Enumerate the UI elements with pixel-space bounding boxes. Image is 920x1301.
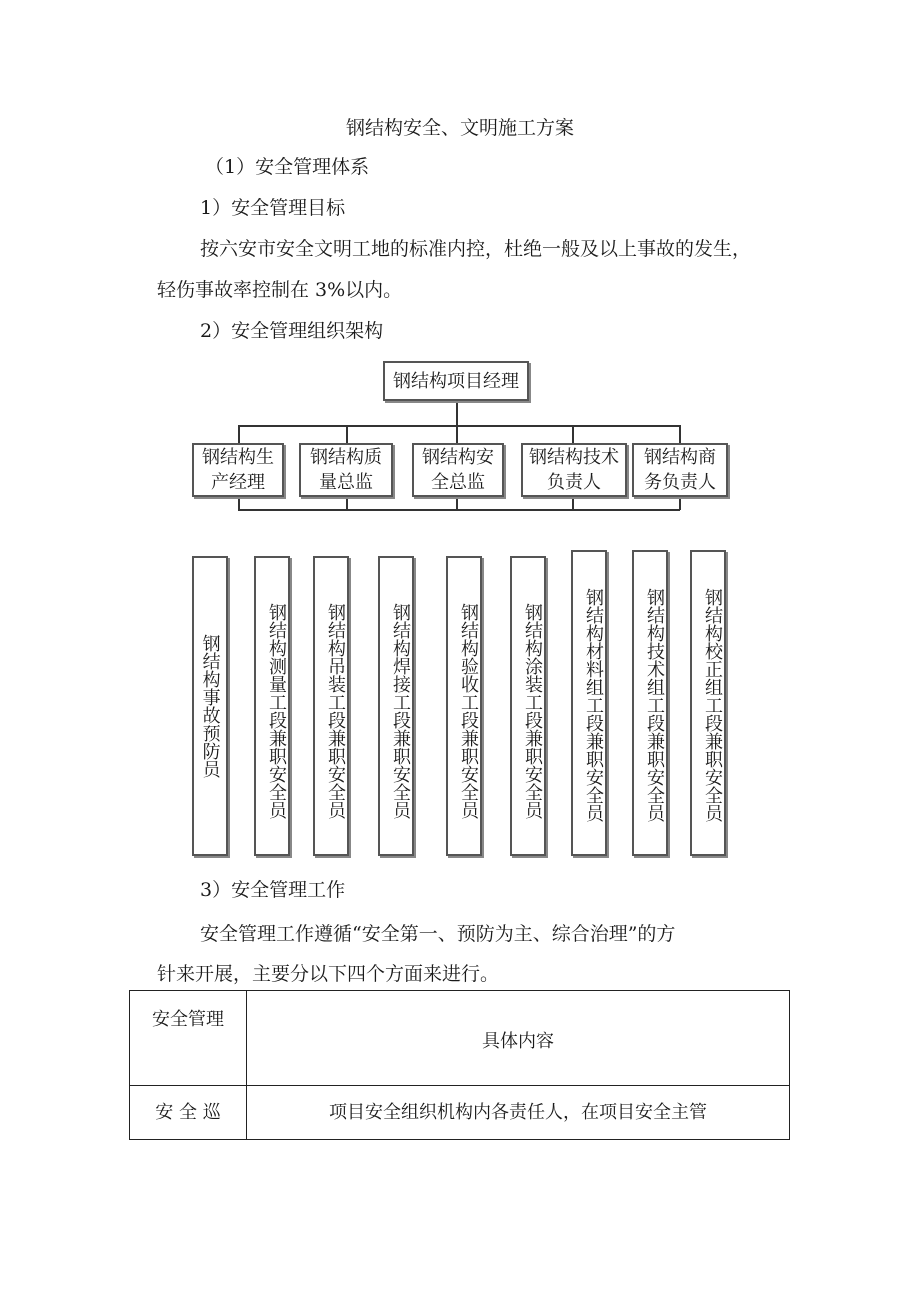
- table-cell: 项目安全组织机构内各责任人，在项目安全主管: [247, 1086, 790, 1140]
- org-node-commercial-lead: [632, 443, 728, 497]
- subheading-org-structure: 2）安全管理组织架构: [200, 320, 384, 342]
- org-node-acceptance-safety: 钢结构验收工段兼职安全员: [446, 556, 482, 856]
- connector-level2-horizontal: [238, 425, 680, 427]
- document-title: 钢结构安全、文明施工方案: [345, 117, 574, 139]
- org-node-label: 量总监: [319, 472, 373, 493]
- connector-rise-4: [572, 496, 574, 510]
- section-heading-safety-system: （1）安全管理体系: [205, 156, 370, 178]
- paragraph-goal-line-1: 按六安市安全文明工地的标准内控，杜绝一般及以上事故的发生，: [200, 238, 752, 260]
- org-node-coating-safety: 钢结构涂装工段兼职安全员: [510, 556, 546, 856]
- connector-rise-5: [679, 496, 681, 510]
- table-row: [130, 1086, 790, 1140]
- connector-drop-1: [238, 425, 240, 445]
- connector-drop-5: [679, 425, 681, 445]
- org-node-label: 全总监: [431, 472, 485, 493]
- table-header-row: [130, 991, 790, 1086]
- org-node-label: 产经理: [211, 472, 265, 493]
- org-node-production-manager: [192, 443, 284, 497]
- subheading-safety-goal: 1）安全管理目标: [200, 197, 346, 219]
- connector-bottom-horizontal: [238, 509, 680, 511]
- table-header-cell: 具体内容: [247, 991, 790, 1086]
- paragraph-goal-line-2: 轻伤事故率控制在 3%以内。: [157, 279, 403, 301]
- org-node-hoisting-safety: 钢结构吊装工段兼职安全员: [313, 556, 349, 856]
- subheading-safety-work: 3）安全管理工作: [200, 879, 346, 901]
- table-header-cell: 安全管理: [130, 991, 247, 1086]
- org-node-project-manager: 钢结构项目经理: [383, 361, 529, 401]
- paragraph-work-line-1: 安全管理工作遵循“安全第一、预防为主、综合治理”的方: [200, 923, 676, 945]
- org-node-correction-safety: 钢结构校正组工段兼职安全员: [690, 550, 726, 856]
- connector-top-vertical: [456, 400, 458, 426]
- org-node-label: 钢结构商: [644, 447, 716, 468]
- org-node-label: 钢结构质: [310, 447, 382, 468]
- org-node-label: 钢结构安: [422, 447, 494, 468]
- connector-drop-3: [456, 425, 458, 445]
- connector-rise-1: [238, 496, 240, 510]
- org-node-material-safety: 钢结构材料组工段兼职安全员: [571, 550, 607, 856]
- safety-management-table: [129, 990, 790, 1140]
- org-node-label: 务负责人: [644, 472, 716, 493]
- org-node-survey-safety: 钢结构测量工段兼职安全员: [254, 556, 290, 856]
- org-node-technical-lead: [521, 443, 627, 497]
- org-node-accident-prevention: 钢结构事故预防员: [192, 556, 228, 856]
- org-node-safety-director: [412, 443, 504, 497]
- table-cell: 安 全 巡: [130, 1086, 247, 1140]
- connector-rise-2: [346, 496, 348, 510]
- org-node-quality-director: [299, 443, 393, 497]
- org-node-technical-safety: 钢结构技术组工段兼职安全员: [632, 550, 668, 856]
- connector-drop-2: [346, 425, 348, 445]
- connector-drop-4: [572, 425, 574, 445]
- org-node-label: 负责人: [547, 472, 601, 493]
- connector-rise-3: [456, 496, 458, 510]
- org-node-welding-safety: 钢结构焊接工段兼职安全员: [378, 556, 414, 856]
- paragraph-work-line-2: 针来开展，主要分以下四个方面来进行。: [157, 963, 500, 985]
- org-node-label: 钢结构技术: [529, 447, 619, 468]
- org-node-label: 钢结构生: [202, 447, 274, 468]
